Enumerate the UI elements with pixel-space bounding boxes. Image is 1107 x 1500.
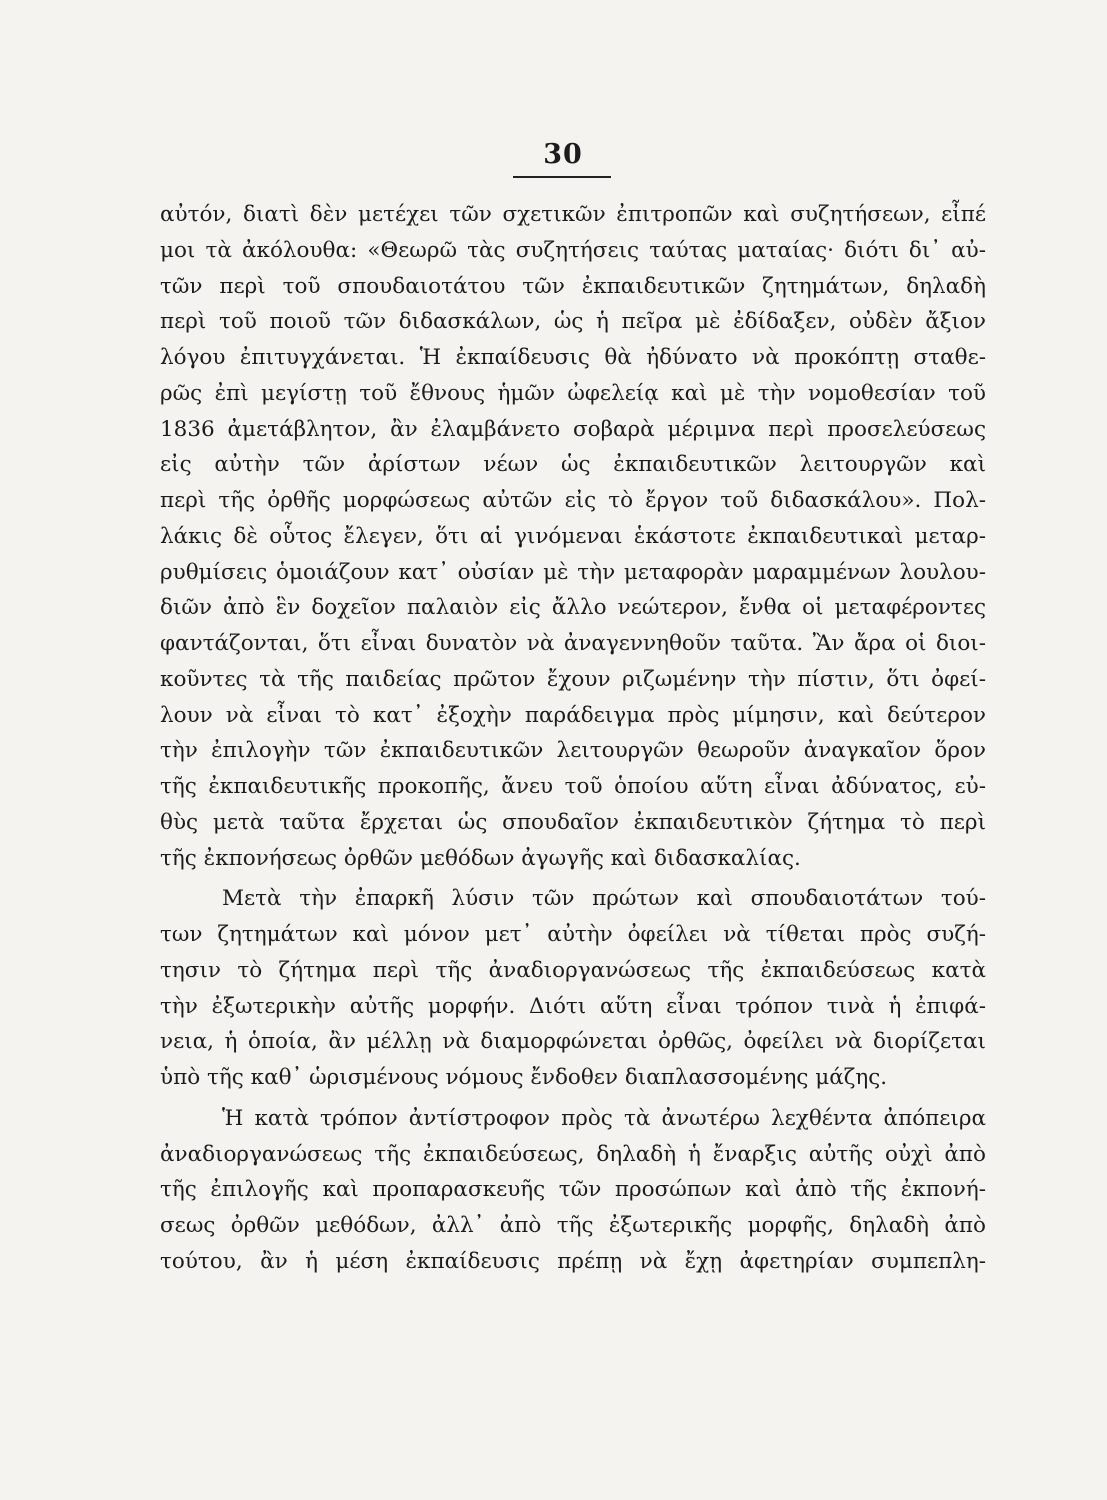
text-line: λουν νὰ εἶναι τὸ κατ᾽ ἐξοχὴν παράδειγμα πρὸς μίμησιν, καὶ δεύτερον bbox=[160, 702, 986, 728]
text-line: λάκις δὲ οὗτος ἔλεγεν, ὅτι αἱ γινόμεναι ἑκάστοτε ἐκπαιδευτικαὶ μεταρ- bbox=[160, 523, 986, 549]
text-line: τησιν τὸ ζήτημα περὶ τῆς ἀναδιοργανώσεως τῆς ἐκπαιδεύσεως κατὰ bbox=[160, 957, 986, 983]
text-line: ἀναδιοργανώσεως τῆς ἐκπαιδεύσεως, δηλαδὴ ἡ ἔναρξις αὐτῆς οὐχὶ ἀπὸ bbox=[160, 1141, 986, 1167]
text-line: τούτου, ἂν ἡ μέση ἐκπαίδευσις πρέπῃ νὰ ἔχῃ ἀφετηρίαν συμπεπλη- bbox=[160, 1248, 986, 1274]
text-line: 1836 ἀμετάβλητον, ἂν ἐλαμβάνετο σοβαρὰ μέριμνα περὶ προσελεύσεως bbox=[160, 416, 986, 442]
text-line: ρῶς ἐπὶ μεγίστῃ τοῦ ἔθνους ἡμῶν ὠφελείᾳ καὶ μὲ τὴν νομοθεσίαν τοῦ bbox=[160, 380, 986, 406]
text-line: νεια, ἡ ὁποία, ἂν μέλλῃ νὰ διαμορφώνεται ὀρθῶς, ὀφείλει νὰ διορίζεται bbox=[160, 1029, 986, 1055]
text-line: ρυθμίσεις ὁμοιάζουν κατ᾽ οὐσίαν μὲ τὴν μεταφορὰν μαραμμένων λουλου- bbox=[160, 559, 986, 585]
text-line: θὺς μετὰ ταῦτα ἔρχεται ὡς σπουδαῖον ἐκπαιδευτικὸν ζήτημα τὸ περὶ bbox=[160, 809, 986, 835]
text-line: διῶν ἀπὸ ἓν δοχεῖον παλαιὸν εἰς ἄλλο νεώτερον, ἔνθα οἱ μεταφέροντες bbox=[160, 595, 986, 621]
page-number: 30 bbox=[543, 139, 583, 170]
text-line-paragraph-start: Ἡ κατὰ τρόπον ἀντίστροφον πρὸς τὰ ἀνωτέρω λεχθέντα ἀπόπειρα bbox=[222, 1105, 986, 1131]
text-line: τῶν περὶ τοῦ σπουδαιοτάτου τῶν ἐκπαιδευτικῶν ζητημάτων, δηλαδὴ bbox=[160, 273, 986, 299]
text-line-paragraph-end: ὑπὸ τῆς καθ᾽ ὡρισμένους νόμους ἔνδοθεν διαπλασσομένης μάζης. bbox=[160, 1065, 888, 1090]
body-text bbox=[160, 197, 986, 1280]
text-line: μοι τὰ ἀκόλουθα: «Θεωρῶ τὰς συζητήσεις ταύτας ματαίας· διότι δι᾽ αὐ- bbox=[160, 237, 986, 263]
text-line: τὴν ἐπιλογὴν τῶν ἐκπαιδευτικῶν λειτουργῶν θεωροῦν ἀναγκαῖον ὅρον bbox=[160, 738, 986, 764]
text-line: τῆς ἐκπαιδευτικῆς προκοπῆς, ἄνευ τοῦ ὁποίου αὕτη εἶναι ἀδύνατος, εὐ- bbox=[160, 774, 986, 799]
text-line-paragraph-start: Μετὰ τὴν ἐπαρκῆ λύσιν τῶν πρώτων καὶ σπουδαιοτάτων τού- bbox=[222, 886, 986, 912]
text-line: λόγου ἐπιτυγχάνεται. Ἡ ἐκπαίδευσις θὰ ἠδύνατο νὰ προκόπτῃ σταθε- bbox=[160, 345, 986, 370]
text-line: τῆς ἐπιλογῆς καὶ προπαρασκευῆς τῶν προσώπων καὶ ἀπὸ τῆς ἐκπονή- bbox=[160, 1177, 986, 1203]
text-line: εἰς αὐτὴν τῶν ἀρίστων νέων ὡς ἐκπαιδευτικῶν λειτουργῶν καὶ bbox=[160, 452, 986, 478]
text-line: κοῦντες τὰ τῆς παιδείας πρῶτον ἔχουν ριζωμένην τὴν πίστιν, ὅτι ὀφεί- bbox=[160, 666, 986, 692]
text-line: των ζητημάτων καὶ μόνον μετ᾽ αὐτὴν ὀφείλει νὰ τίθεται πρὸς συζή- bbox=[160, 922, 986, 947]
text-line-paragraph-end: τῆς ἐκπονήσεως ὀρθῶν μεθόδων ἀγωγῆς καὶ διδασκαλίας. bbox=[160, 845, 801, 871]
text-line: αὐτόν, διατὶ δὲν μετέχει τῶν σχετικῶν ἐπιτροπῶν καὶ συζητήσεων, εἶπέ bbox=[160, 202, 986, 227]
text-line: περὶ τῆς ὀρθῆς μορφώσεως αὐτῶν εἰς τὸ ἔργον τοῦ διδασκάλου». Πολ- bbox=[160, 488, 986, 513]
page-number-rule bbox=[513, 176, 611, 178]
text-line: σεως ὀρθῶν μεθόδων, ἀλλ᾽ ἀπὸ τῆς ἐξωτερικῆς μορφῆς, δηλαδὴ ἀπὸ bbox=[160, 1213, 986, 1238]
text-line: περὶ τοῦ ποιοῦ τῶν διδασκάλων, ὡς ἡ πεῖρα μὲ ἐδίδαξεν, οὐδὲν ἄξιον bbox=[160, 309, 986, 335]
text-line: φαντάζονται, ὅτι εἶναι δυνατὸν νὰ ἀναγεννηθοῦν ταῦτα. Ἂν ἄρα οἱ διοι- bbox=[160, 631, 986, 656]
text-line: τὴν ἐξωτερικὴν αὐτῆς μορφήν. Διότι αὕτη εἶναι τρόπον τινὰ ἡ ἐπιφά- bbox=[160, 993, 986, 1019]
